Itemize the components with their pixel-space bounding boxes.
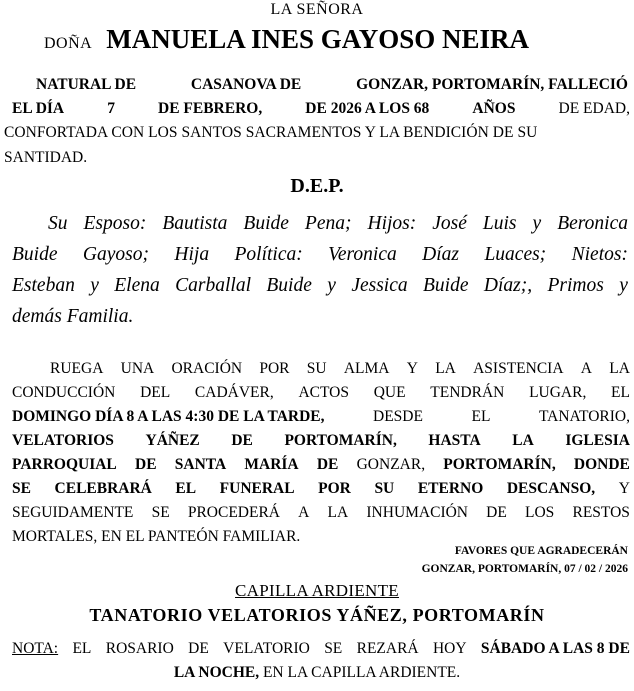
request-word: DE (316, 456, 339, 473)
thanks-line: FAVORES QUE AGRADECERÁN (454, 545, 628, 557)
family-word: José (432, 213, 467, 234)
family-line-2 (12, 244, 628, 266)
request-word: IGLESIA (565, 432, 630, 449)
chapel-name: TANATORIO VELATORIOS YÁÑEZ, PORTOMARÍN (89, 605, 545, 625)
request-word: POR (259, 360, 290, 377)
service-time: DOMINGO DÍA 8 A LAS 4:30 DE LA TARDE, (12, 408, 325, 425)
request-word: MARÍA (244, 456, 299, 473)
intro-line-3 (4, 124, 630, 142)
request-word: SE (151, 504, 170, 521)
request-word: CONDUCCIÓN (12, 384, 116, 401)
note-label: NOTA: (12, 640, 59, 657)
request-word: UNA (120, 360, 155, 377)
name-prefix: DOÑA (44, 35, 93, 52)
note-word: EL (72, 640, 92, 657)
family-word: Nietos: (571, 244, 628, 265)
request-line-1 (50, 360, 630, 378)
request-word: FUNERAL (219, 480, 295, 497)
request-word: EL (175, 480, 197, 497)
family-word: y (90, 275, 99, 296)
family-word: Díaz (422, 244, 460, 265)
request-word: CADÁVER, (194, 384, 274, 401)
request-word: Y (406, 360, 418, 377)
request-line-7 (12, 504, 630, 522)
family-word: Bautista (162, 213, 228, 234)
note-word: HOY (432, 640, 467, 657)
family-word: y (327, 275, 336, 296)
intro-word: CASANOVA DE (190, 76, 302, 93)
family-word: Buide (266, 275, 312, 296)
family-word: y (532, 213, 542, 234)
title-la-senora: LA SEÑORA (270, 1, 364, 18)
family-word: Elena (114, 275, 160, 296)
request-word: ASISTENCIA (473, 360, 564, 377)
request-word: LA (327, 504, 349, 521)
request-line-3 (12, 408, 630, 426)
family-word: Veronica (328, 244, 397, 265)
request-word: Y (618, 480, 630, 497)
request-word: A (580, 360, 592, 377)
request-word: HASTA (428, 432, 481, 449)
request-line-6 (12, 480, 630, 498)
request-word: POR (318, 480, 351, 497)
family-word: Gayoso; (82, 244, 149, 265)
note-word: VELATORIO (223, 640, 310, 657)
request-word: DE (486, 504, 507, 521)
note-line-1 (12, 640, 630, 658)
family-word: Jessica (351, 275, 408, 296)
request-word: SANTA (174, 456, 227, 473)
request-word: CELEBRARÁ (54, 480, 152, 497)
request-line-4 (12, 432, 630, 450)
request-line-5 (12, 456, 630, 474)
family-word: Su (48, 213, 68, 234)
family-word: Buide (12, 244, 58, 265)
family-word: Primos (547, 275, 604, 296)
deceased-name: MANUELA INES GAYOSO NEIRA (106, 24, 530, 54)
request-word: SEGUIDAMENTE (12, 504, 134, 521)
request-line-8: MORTALES, EN EL PANTEÓN FAMILIAR. (12, 528, 301, 545)
request-word: DONDE (573, 456, 630, 473)
family-line-4: demás Familia. (12, 306, 134, 327)
family-word: Esposo: (83, 213, 147, 234)
family-word: Carballal (175, 275, 251, 296)
dep-heading: D.E.P. (290, 175, 344, 197)
request-word: SU (374, 480, 395, 497)
family-word: Pena; (304, 213, 352, 234)
family-word: Beronica (557, 213, 628, 234)
family-line-3 (12, 275, 628, 297)
note-line-2 (0, 664, 634, 682)
note-word: DE (188, 640, 209, 657)
request-word: ETERNO (417, 480, 484, 497)
request-word: INHUMACIÓN (366, 504, 468, 521)
request-word: ORACIÓN (171, 360, 243, 377)
family-line-1 (48, 213, 628, 235)
request-word: PARROQUIAL (12, 456, 117, 473)
request-word: LA (512, 432, 534, 449)
request-word: VELATORIOS (12, 432, 114, 449)
family-word: Luaces; (484, 244, 547, 265)
intro-word: EL DÍA (12, 100, 65, 117)
chapel-label: CAPILLA ARDIENTE (235, 581, 399, 600)
family-word: Esteban (12, 275, 75, 296)
family-word: Política: (234, 244, 303, 265)
request-word: TENDRÁN (430, 384, 505, 401)
intro-word: DE EDAD, (558, 100, 630, 117)
request-word: DESDE (373, 408, 423, 425)
chapel-heading (0, 581, 634, 601)
note-word: REZARÁ (356, 640, 419, 657)
request-word: LA (435, 360, 456, 377)
intro-word: DE FEBRERO, (158, 100, 263, 117)
note-word: ROSARIO (105, 640, 174, 657)
family-word: Buide (423, 275, 469, 296)
intro-word: NATURAL DE (36, 76, 137, 93)
family-word: Hijos: (367, 213, 417, 234)
request-word: DEL (140, 384, 171, 401)
intro-word: DE 2026 A LOS 68 (305, 100, 430, 117)
request-word: ALMA (343, 360, 390, 377)
intro-word: 7 (107, 100, 115, 117)
family-word: Hija (174, 244, 210, 265)
request-line-2 (12, 384, 630, 402)
family-word: Díaz;, (483, 275, 533, 296)
intro-word: AÑOS (472, 100, 516, 117)
intro-line-2 (12, 100, 630, 118)
request-word: PORTOMARÍN, (443, 456, 556, 473)
request-word: LA (609, 360, 630, 377)
intro-line-1 (36, 76, 628, 94)
place-date: GONZAR, PORTOMARÍN, 07 / 02 / 2026 (421, 563, 628, 575)
request-word: EL (471, 408, 491, 425)
intro-line-4: SANTIDAD. (4, 149, 88, 166)
request-word: DE (135, 456, 157, 473)
request-word: QUE (373, 384, 406, 401)
request-word: DESCANSO, (506, 480, 596, 497)
intro-word: GONZAR, PORTOMARÍN, FALLECIÓ (356, 76, 628, 93)
request-word: GONZAR, (356, 456, 426, 473)
family-word: y (619, 275, 628, 296)
note-word: SE (324, 640, 343, 657)
rosary-time-2: LA NOCHE, (173, 664, 260, 681)
request-word: A (298, 504, 310, 521)
family-word: Buide (243, 213, 289, 234)
request-word: LUGAR, (529, 384, 587, 401)
intro-text: CONFORTADA CON LOS SANTOS SACRAMENTOS Y LA BENDICIÓN DE SU (4, 124, 538, 141)
request-word: RUEGA (50, 360, 104, 377)
request-word: RESTOS (572, 504, 630, 521)
family-word: Luis (482, 213, 517, 234)
rosary-time: SÁBADO A LAS 8 DE (480, 640, 630, 657)
request-word: DE (231, 432, 253, 449)
request-word: TANATORIO, (538, 408, 630, 425)
request-word: PORTOMARÍN, (284, 432, 397, 449)
request-word: PROCEDERÁ (187, 504, 280, 521)
request-word: SU (306, 360, 327, 377)
note-text: EN LA CAPILLA ARDIENTE. (262, 664, 461, 681)
request-word: ACTOS (298, 384, 349, 401)
request-word: LOS (525, 504, 555, 521)
request-word: YÁÑEZ (145, 432, 200, 449)
deceased-name-line (44, 24, 529, 55)
request-word: SE (12, 480, 31, 497)
request-word: EL (611, 384, 630, 401)
